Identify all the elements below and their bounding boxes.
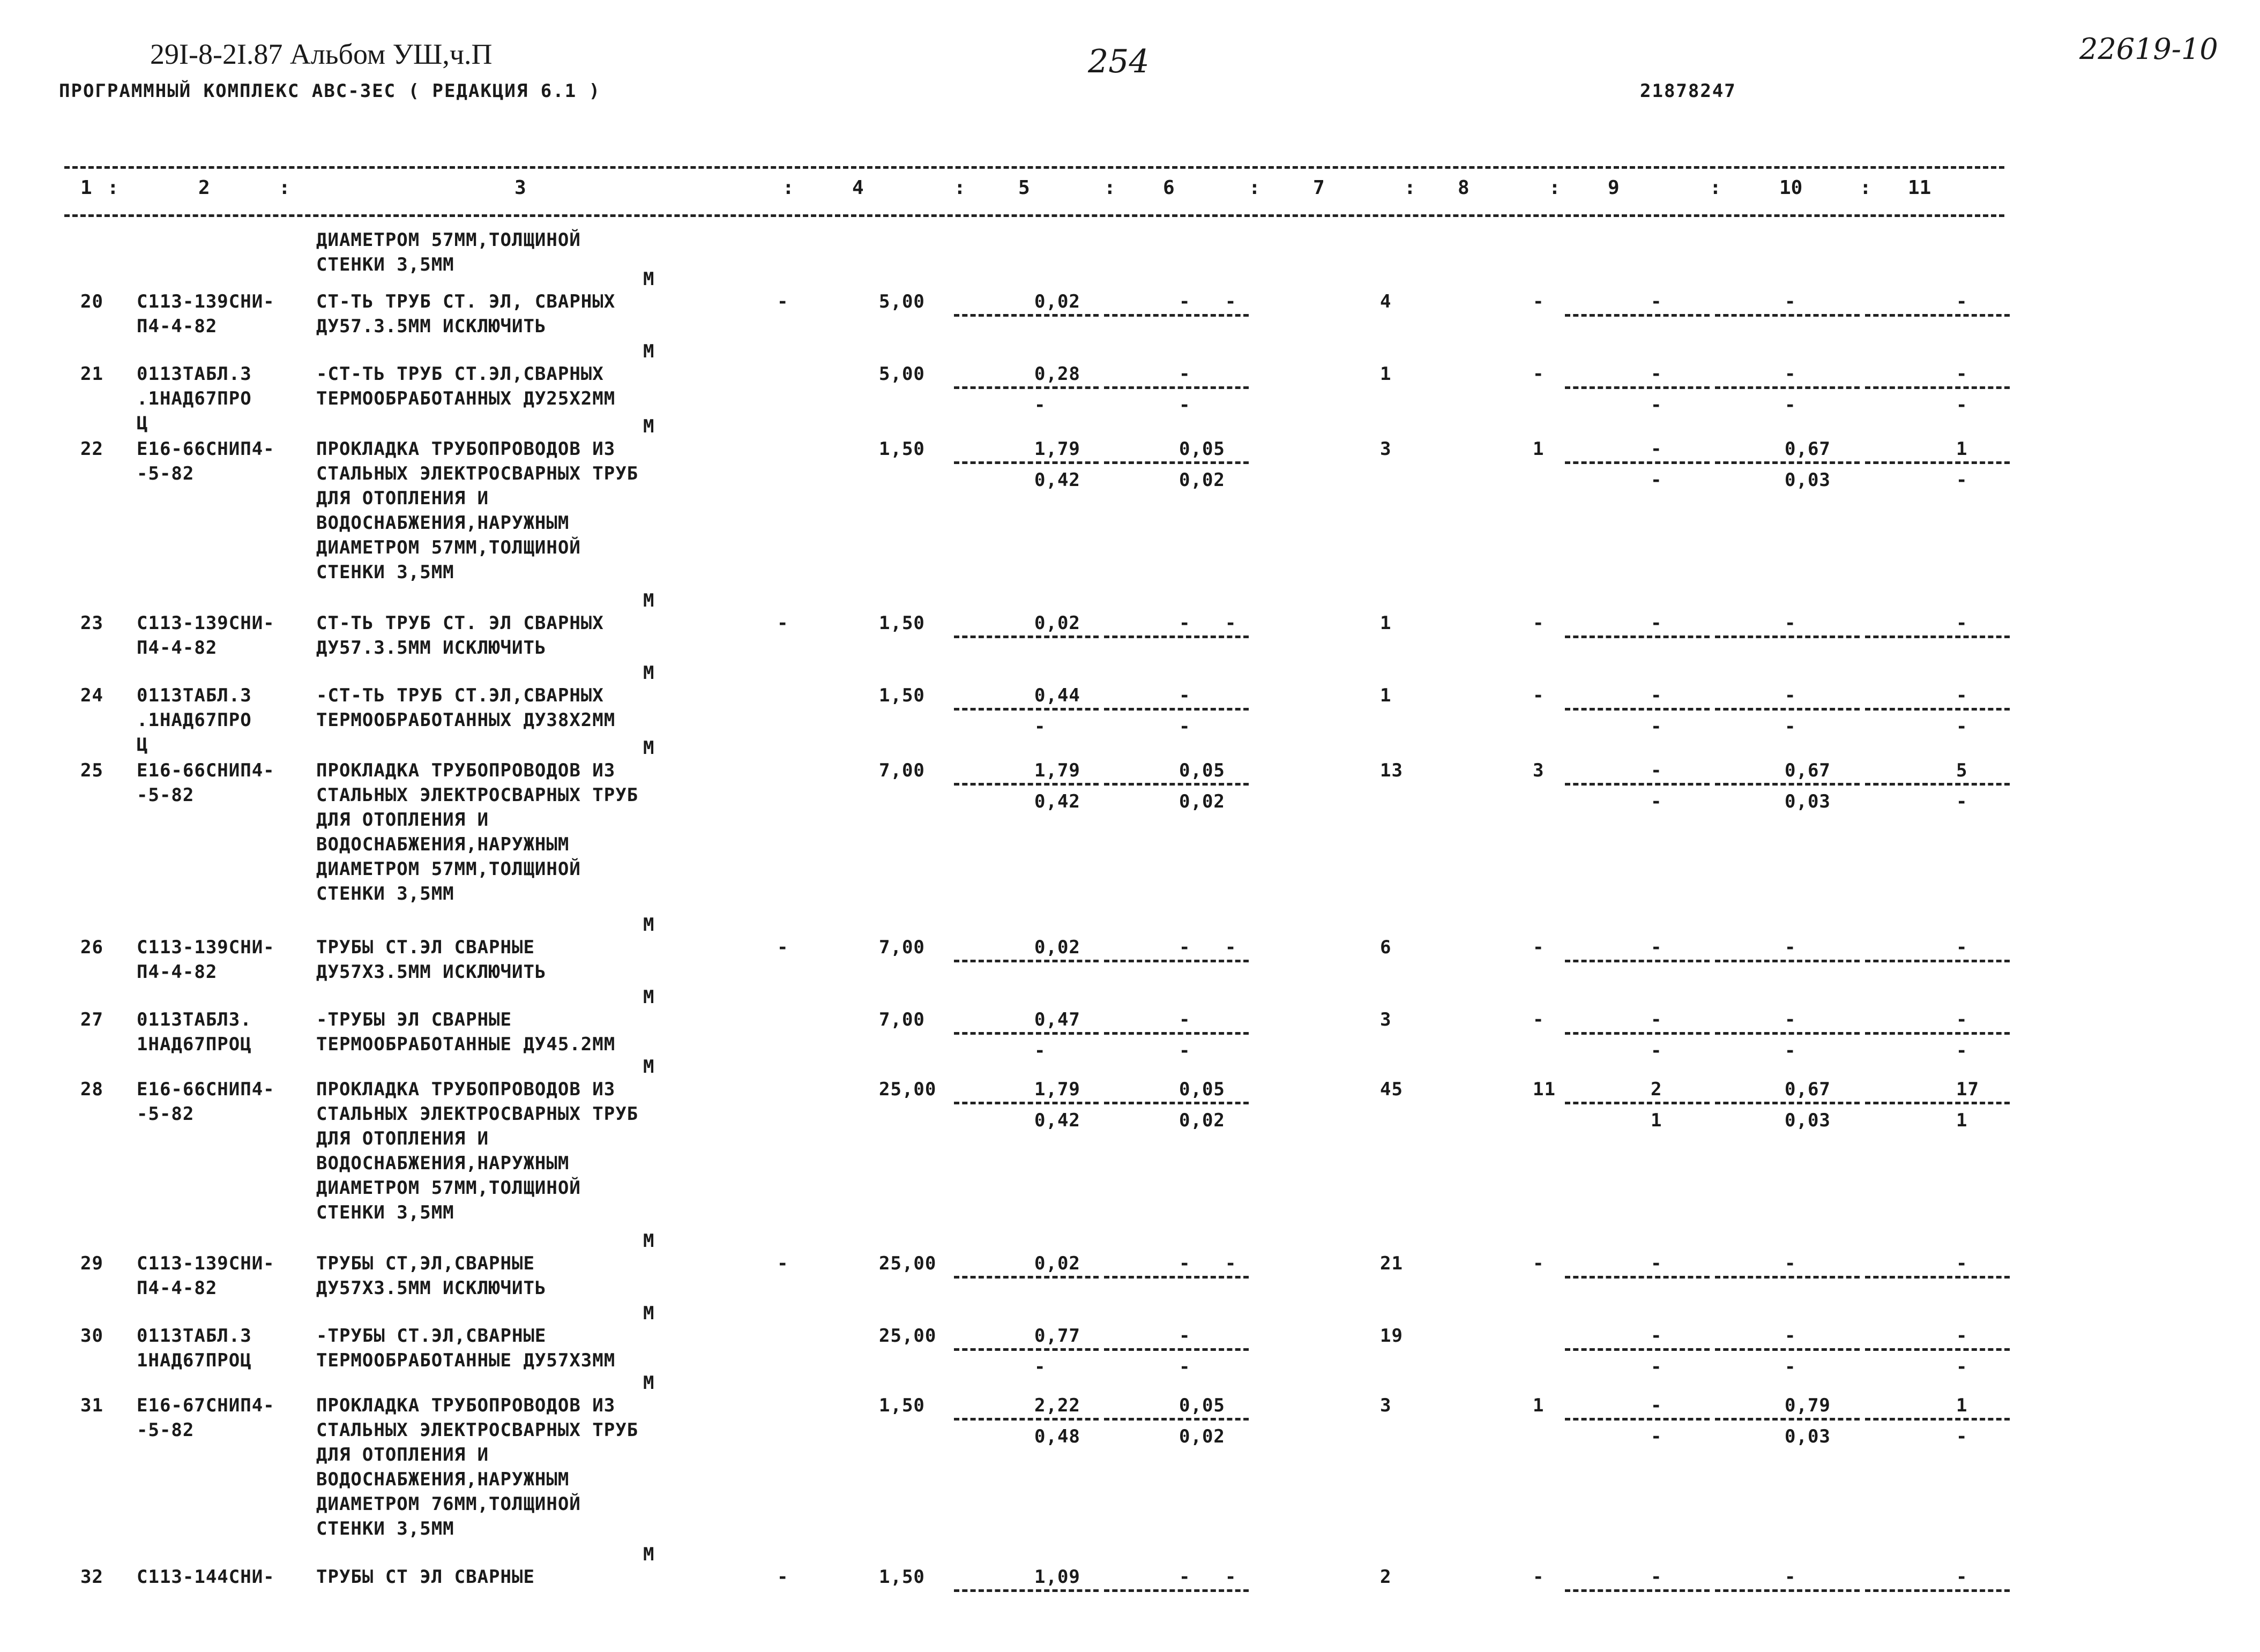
- cell-c5: 1,50: [879, 1566, 925, 1588]
- column-separator: :: [107, 177, 119, 199]
- cell-c10a: 2: [1651, 1079, 1662, 1100]
- cell-c12b: 1: [1956, 1110, 1968, 1131]
- dashed-divider: [1104, 1102, 1249, 1104]
- cell-c6a: 0,02: [1034, 291, 1080, 312]
- cell-m: М: [643, 1230, 655, 1252]
- cell-c11a: -: [1785, 612, 1796, 634]
- dashed-divider: [1565, 1276, 1710, 1279]
- cell-n: 23: [80, 612, 103, 634]
- cell-desc: ПРОКЛАДКА ТРУБОПРОВОДОВ ИЗ СТАЛЬНЫХ ЭЛЕКТРОСВАРНЫХ ТРУБ ДЛЯ ОТОПЛЕНИЯ И ВОДОСНАБЖЕНИЯ,НАРУЖНЫМ ДИАМЕТРОМ 57ММ,ТОЛЩИНОЙ СТЕНКИ 3,5ММ: [316, 760, 639, 905]
- cell-m: М: [643, 737, 655, 759]
- dashed-divider: [1565, 960, 1710, 962]
- column-header: 9: [1608, 177, 1620, 199]
- dashed-divider: [954, 708, 1099, 711]
- cell-code: Е16-67СНИП4- -5-82: [137, 1395, 275, 1441]
- cell-desc: СТ-ТЬ ТРУБ СТ. ЭЛ, СВАРНЫХ ДУ57.3.5ММ ИСКЛЮЧИТЬ: [316, 291, 616, 337]
- cell-c7b: -: [1179, 394, 1191, 416]
- cell-c12b: -: [1956, 791, 1968, 812]
- cell-c11a: -: [1785, 685, 1796, 706]
- cell-c5: 5,00: [879, 363, 925, 385]
- corner-code: 22619-10: [2079, 32, 2218, 66]
- cell-c12a: 1: [1956, 438, 1968, 460]
- dashed-divider: [1865, 708, 2010, 711]
- column-header: 1: [80, 177, 92, 199]
- cell-c11b: 0,03: [1785, 469, 1831, 491]
- column-header: 11: [1908, 177, 1931, 199]
- cell-c6a: 0,28: [1034, 363, 1080, 385]
- column-separator: :: [1710, 177, 1721, 199]
- dashed-divider: [1865, 314, 2010, 317]
- cell-c7b: -: [1179, 1040, 1191, 1062]
- cell-n: 25: [80, 760, 103, 781]
- cell-desc: -СТ-ТЬ ТРУБ СТ.ЭЛ,СВАРНЫХ ТЕРМООБРАБОТАННЫХ ДУ38Х2ММ: [316, 685, 616, 731]
- dashed-divider: [1865, 1589, 2010, 1592]
- dashed-divider: [1104, 1032, 1249, 1035]
- cell-c6a: 1,79: [1034, 760, 1080, 781]
- cell-c12a: -: [1956, 612, 1968, 634]
- document-number: 21878247: [1640, 80, 1736, 102]
- dashed-divider: [1565, 1032, 1710, 1035]
- cell-code: С113-139СНИ- П4-4-82: [137, 612, 275, 659]
- dashed-divider: [1565, 314, 1710, 317]
- cell-c7a: -: [1179, 685, 1191, 706]
- dashed-divider: [1715, 1348, 1860, 1351]
- dashed-divider: [1104, 386, 1249, 389]
- cell-c10a: -: [1651, 1253, 1662, 1274]
- cell-c7a: - -: [1179, 1566, 1237, 1588]
- dashed-divider: [1865, 1102, 2010, 1104]
- cell-code: Е16-66СНИП4- -5-82: [137, 438, 275, 484]
- cell-c11a: -: [1785, 1566, 1796, 1588]
- column-separator: :: [1404, 177, 1416, 199]
- column-header: 4: [852, 177, 864, 199]
- cell-n: 27: [80, 1009, 103, 1030]
- dashed-divider: [1865, 386, 2010, 389]
- cell-c10b: -: [1651, 791, 1662, 812]
- cell-c6b: -: [1034, 1040, 1046, 1062]
- cell-c8: 3: [1380, 1395, 1392, 1416]
- cell-c9: -: [1533, 291, 1545, 312]
- cell-c11b: 0,03: [1785, 791, 1831, 812]
- cell-code: С113-139СНИ- П4-4-82: [137, 291, 275, 337]
- cell-desc: ПРОКЛАДКА ТРУБОПРОВОДОВ ИЗ СТАЛЬНЫХ ЭЛЕКТРОСВАРНЫХ ТРУБ ДЛЯ ОТОПЛЕНИЯ И ВОДОСНАБЖЕНИЯ,НАРУЖНЫМ ДИАМЕТРОМ 76ММ,ТОЛЩИНОЙ СТЕНКИ 3,5ММ: [316, 1395, 639, 1539]
- dashed-divider: [1715, 1032, 1860, 1035]
- cell-code: 0113ТАБЛ.3 .1НАД67ПРО Ц: [137, 685, 252, 756]
- cell-c5: 25,00: [879, 1253, 937, 1274]
- column-header: 7: [1313, 177, 1325, 199]
- cell-n: 28: [80, 1079, 103, 1100]
- dashed-divider: [1565, 1418, 1710, 1421]
- cell-c9: -: [1533, 363, 1545, 385]
- cell-code: С113-144СНИ-: [137, 1566, 275, 1588]
- cell-c7b: -: [1179, 1356, 1191, 1378]
- cell-c10b: -: [1651, 716, 1662, 737]
- cell-c10b: -: [1651, 1040, 1662, 1062]
- cell-m: М: [643, 268, 655, 290]
- cell-c9: 1: [1533, 1395, 1545, 1416]
- cell-c6b: 0,42: [1034, 469, 1080, 491]
- cell-c12a: -: [1956, 685, 1968, 706]
- column-separator: :: [1549, 177, 1561, 199]
- cell-c6a: 1,09: [1034, 1566, 1080, 1588]
- cell-c8: 1: [1380, 363, 1392, 385]
- dashed-divider: [1715, 708, 1860, 711]
- cell-code: С113-139СНИ- П4-4-82: [137, 937, 275, 983]
- cell-c9: -: [1533, 1009, 1545, 1030]
- cell-desc: -ТРУБЫ ЭЛ СВАРНЫЕ ТЕРМООБРАБОТАННЫЕ ДУ45.2ММ: [316, 1009, 616, 1055]
- dashed-divider: [1715, 783, 1860, 786]
- dashed-divider: [1715, 1589, 1860, 1592]
- cell-c12b: -: [1956, 1426, 1968, 1447]
- cell-c7b: 0,02: [1179, 469, 1225, 491]
- dashed-divider: [1865, 461, 2010, 464]
- cell-m: М: [643, 1303, 655, 1324]
- cell-c12a: -: [1956, 1566, 1968, 1588]
- dashed-divider: [954, 783, 1099, 786]
- page-number: 254: [1088, 43, 1150, 80]
- dashed-divider: [954, 1032, 1099, 1035]
- dashed-divider: [1715, 1418, 1860, 1421]
- cell-c7b: -: [1179, 716, 1191, 737]
- column-separator: :: [954, 177, 966, 199]
- dashed-divider: [1104, 960, 1249, 962]
- cell-c7a: -: [1179, 1325, 1191, 1347]
- dashed-divider: [1715, 1102, 1860, 1104]
- cell-c10b: 1: [1651, 1110, 1662, 1131]
- cell-c7b: 0,02: [1179, 791, 1225, 812]
- cell-c8: 4: [1380, 291, 1392, 312]
- cell-c7a: -: [1179, 363, 1191, 385]
- cell-c8: 2: [1380, 1566, 1392, 1588]
- cell-desc: -ТРУБЫ СТ.ЭЛ,СВАРНЫЕ ТЕРМООБРАБОТАННЫЕ ДУ57Х3ММ: [316, 1325, 616, 1371]
- cell-c10a: -: [1651, 1009, 1662, 1030]
- cell-c7b: 0,02: [1179, 1110, 1225, 1131]
- cell-m: М: [643, 341, 655, 362]
- cell-c5: 1,50: [879, 438, 925, 460]
- dashed-divider: [1865, 960, 2010, 962]
- column-separator: :: [279, 177, 290, 199]
- dashed-divider: [1104, 1348, 1249, 1351]
- cell-c8: 21: [1380, 1253, 1403, 1274]
- column-header: 10: [1779, 177, 1803, 199]
- program-subtitle: ПРОГРАММНЫЙ КОМПЛЕКС АВС-ЗЕС ( РЕДАКЦИЯ 6.1 ): [59, 80, 601, 102]
- cell-code: Е16-66СНИП4- -5-82: [137, 1079, 275, 1125]
- cell-c7a: - -: [1179, 1253, 1237, 1274]
- cell-c10a: -: [1651, 685, 1662, 706]
- cell-n: 24: [80, 685, 103, 706]
- dashed-divider: [1104, 636, 1249, 638]
- column-header: 8: [1458, 177, 1470, 199]
- cell-c11a: 0,67: [1785, 760, 1831, 781]
- cell-c6a: 0,44: [1034, 685, 1080, 706]
- dashed-divider: [1565, 386, 1710, 389]
- cell-c8: 19: [1380, 1325, 1403, 1347]
- cell-c10b: -: [1651, 394, 1662, 416]
- cell-m: М: [643, 1372, 655, 1394]
- dashed-divider: [1715, 386, 1860, 389]
- dashed-divider: [954, 314, 1099, 317]
- cell-c12a: -: [1956, 363, 1968, 385]
- cell-c10a: -: [1651, 363, 1662, 385]
- column-header: 5: [1018, 177, 1030, 199]
- cell-m: М: [643, 662, 655, 684]
- cell-c9: -: [1533, 685, 1545, 706]
- cell-c12a: 1: [1956, 1395, 1968, 1416]
- dashed-divider: [1104, 783, 1249, 786]
- cell-c12a: 17: [1956, 1079, 1979, 1100]
- cell-c11b: -: [1785, 1356, 1796, 1378]
- dashed-divider: [954, 960, 1099, 962]
- column-header: 2: [198, 177, 210, 199]
- cell-c4: -: [777, 1566, 789, 1588]
- cell-c11b: -: [1785, 394, 1796, 416]
- cell-c7a: 0,05: [1179, 438, 1225, 460]
- cell-c6b: -: [1034, 1356, 1046, 1378]
- dashed-divider: [954, 1348, 1099, 1351]
- continuation-text: ДИАМЕТРОМ 57ММ,ТОЛЩИНОЙ СТЕНКИ 3,5ММ: [316, 229, 581, 275]
- cell-c6b: 0,42: [1034, 1110, 1080, 1131]
- cell-c8: 1: [1380, 685, 1392, 706]
- dashed-divider: [954, 1418, 1099, 1421]
- dashed-divider: [1865, 1276, 2010, 1279]
- cell-n: 22: [80, 438, 103, 460]
- dashed-divider: [1104, 1276, 1249, 1279]
- cell-c10b: -: [1651, 1426, 1662, 1447]
- cell-c6a: 0,77: [1034, 1325, 1080, 1347]
- column-separator: :: [1104, 177, 1116, 199]
- cell-desc: -СТ-ТЬ ТРУБ СТ.ЭЛ,СВАРНЫХ ТЕРМООБРАБОТАННЫХ ДУ25Х2ММ: [316, 363, 616, 409]
- cell-c9: -: [1533, 612, 1545, 634]
- cell-c6b: 0,48: [1034, 1426, 1080, 1447]
- dashed-divider: [1565, 461, 1710, 464]
- cell-c10a: -: [1651, 612, 1662, 634]
- cell-c5: 25,00: [879, 1079, 937, 1100]
- cell-c8: 13: [1380, 760, 1403, 781]
- cell-code: 0113ТАБЛ.3 1НАД67ПРОЦ: [137, 1325, 252, 1371]
- cell-c6a: 0,02: [1034, 937, 1080, 958]
- cell-c7a: 0,05: [1179, 1079, 1225, 1100]
- cell-c10a: -: [1651, 1395, 1662, 1416]
- cell-c7a: 0,05: [1179, 760, 1225, 781]
- dashed-divider: [1865, 783, 2010, 786]
- cell-c11a: -: [1785, 1325, 1796, 1347]
- dashed-divider: [1865, 1348, 2010, 1351]
- cell-c11a: 0,79: [1785, 1395, 1831, 1416]
- cell-c11b: -: [1785, 716, 1796, 737]
- cell-c7a: - -: [1179, 937, 1237, 958]
- cell-c12a: -: [1956, 1009, 1968, 1030]
- cell-c6a: 1,79: [1034, 1079, 1080, 1100]
- cell-c7a: -: [1179, 1009, 1191, 1030]
- cell-c11a: -: [1785, 1009, 1796, 1030]
- cell-n: 26: [80, 937, 103, 958]
- cell-c11b: 0,03: [1785, 1426, 1831, 1447]
- cell-c5: 1,50: [879, 685, 925, 706]
- column-header: 6: [1163, 177, 1175, 199]
- cell-n: 31: [80, 1395, 103, 1416]
- cell-c9: 1: [1533, 438, 1545, 460]
- cell-c7a: 0,05: [1179, 1395, 1225, 1416]
- cell-c4: -: [777, 1253, 789, 1274]
- cell-code: 0113ТАБЛ.3 .1НАД67ПРО Ц: [137, 363, 252, 434]
- cell-c7b: 0,02: [1179, 1426, 1225, 1447]
- cell-c12b: -: [1956, 1040, 1968, 1062]
- cell-c10a: -: [1651, 291, 1662, 312]
- cell-c8: 45: [1380, 1079, 1403, 1100]
- cell-c8: 3: [1380, 438, 1392, 460]
- cell-desc: ПРОКЛАДКА ТРУБОПРОВОДОВ ИЗ СТАЛЬНЫХ ЭЛЕКТРОСВАРНЫХ ТРУБ ДЛЯ ОТОПЛЕНИЯ И ВОДОСНАБЖЕНИЯ,НАРУЖНЫМ ДИАМЕТРОМ 57ММ,ТОЛЩИНОЙ СТЕНКИ 3,5ММ: [316, 438, 639, 583]
- cell-c12a: -: [1956, 1325, 1968, 1347]
- cell-c10b: -: [1651, 1356, 1662, 1378]
- dashed-divider: [1715, 960, 1860, 962]
- cell-c9: -: [1533, 1253, 1545, 1274]
- cell-c4: -: [777, 937, 789, 958]
- cell-c5: 25,00: [879, 1325, 937, 1347]
- dashed-divider: [1565, 636, 1710, 638]
- cell-c12b: -: [1956, 469, 1968, 491]
- cell-c5: 1,50: [879, 1395, 925, 1416]
- cell-c5: 7,00: [879, 760, 925, 781]
- cell-c12b: -: [1956, 394, 1968, 416]
- cell-c6a: 0,02: [1034, 1253, 1080, 1274]
- cell-c8: 1: [1380, 612, 1392, 634]
- dashed-divider: [1565, 783, 1710, 786]
- dashed-divider: [1565, 1102, 1710, 1104]
- cell-c6b: -: [1034, 394, 1046, 416]
- cell-n: 21: [80, 363, 103, 385]
- dashed-divider: [1715, 314, 1860, 317]
- dashed-divider: [1865, 1032, 2010, 1035]
- cell-c9: 3: [1533, 760, 1545, 781]
- dashed-divider: [1104, 1418, 1249, 1421]
- dashed-divider: [1104, 1589, 1249, 1592]
- cell-c10b: -: [1651, 469, 1662, 491]
- cell-c12a: 5: [1956, 760, 1968, 781]
- cell-c5: 7,00: [879, 1009, 925, 1030]
- cell-n: 32: [80, 1566, 103, 1588]
- album-title: 29I-8-2I.87 Альбом УШ,ч.П: [150, 38, 493, 70]
- cell-c10a: -: [1651, 937, 1662, 958]
- cell-c6a: 2,22: [1034, 1395, 1080, 1416]
- cell-c10a: -: [1651, 438, 1662, 460]
- cell-c11a: 0,67: [1785, 1079, 1831, 1100]
- dashed-divider: [1865, 636, 2010, 638]
- cell-c11a: -: [1785, 363, 1796, 385]
- column-separator: :: [1860, 177, 1871, 199]
- cell-c4: -: [777, 291, 789, 312]
- cell-c8: 6: [1380, 937, 1392, 958]
- cell-c7a: - -: [1179, 291, 1237, 312]
- dashed-divider: [1715, 636, 1860, 638]
- cell-c9: -: [1533, 937, 1545, 958]
- dashed-divider: [1104, 461, 1249, 464]
- dashed-divider: [954, 386, 1099, 389]
- cell-c9: 11: [1533, 1079, 1556, 1100]
- cell-c5: 5,00: [879, 291, 925, 312]
- cell-m: М: [643, 1544, 655, 1565]
- dashed-divider: [954, 461, 1099, 464]
- cell-n: 20: [80, 291, 103, 312]
- dashed-divider: [1565, 708, 1710, 711]
- cell-c6a: 0,47: [1034, 1009, 1080, 1030]
- cell-n: 30: [80, 1325, 103, 1347]
- dashed-divider: [1715, 1276, 1860, 1279]
- cell-c6a: 1,79: [1034, 438, 1080, 460]
- cell-c5: 1,50: [879, 612, 925, 634]
- cell-code: 0113ТАБЛ3. 1НАД67ПРОЦ: [137, 1009, 252, 1055]
- dashed-divider: [1104, 708, 1249, 711]
- cell-m: М: [643, 1056, 655, 1078]
- cell-m: М: [643, 590, 655, 611]
- cell-c11a: -: [1785, 1253, 1796, 1274]
- cell-c12a: -: [1956, 1253, 1968, 1274]
- cell-n: 29: [80, 1253, 103, 1274]
- column-separator: :: [1249, 177, 1260, 199]
- cell-desc: ПРОКЛАДКА ТРУБОПРОВОДОВ ИЗ СТАЛЬНЫХ ЭЛЕКТРОСВАРНЫХ ТРУБ ДЛЯ ОТОПЛЕНИЯ И ВОДОСНАБЖЕНИЯ,НАРУЖНЫМ ДИАМЕТРОМ 57ММ,ТОЛЩИНОЙ СТЕНКИ 3,5ММ: [316, 1079, 639, 1223]
- cell-c12a: -: [1956, 291, 1968, 312]
- cell-c11a: -: [1785, 937, 1796, 958]
- cell-desc: ТРУБЫ СТ.ЭЛ СВАРНЫЕ ДУ57Х3.5ММ ИСКЛЮЧИТЬ: [316, 937, 547, 983]
- dashed-divider: [954, 1276, 1099, 1279]
- dashed-divider: [1865, 1418, 2010, 1421]
- cell-c12a: -: [1956, 937, 1968, 958]
- dashed-divider: [954, 1102, 1099, 1104]
- cell-c10a: -: [1651, 1325, 1662, 1347]
- cell-c8: 3: [1380, 1009, 1392, 1030]
- cell-m: М: [643, 986, 655, 1008]
- cell-desc: СТ-ТЬ ТРУБ СТ. ЭЛ СВАРНЫХ ДУ57.3.5ММ ИСКЛЮЧИТЬ: [316, 612, 604, 659]
- cell-c11b: -: [1785, 1040, 1796, 1062]
- cell-c10a: -: [1651, 760, 1662, 781]
- cell-code: С113-139СНИ- П4-4-82: [137, 1253, 275, 1299]
- cell-c12b: -: [1956, 1356, 1968, 1378]
- dashed-divider: [1565, 1589, 1710, 1592]
- cell-c11a: -: [1785, 291, 1796, 312]
- column-separator: :: [782, 177, 794, 199]
- cell-desc: ТРУБЫ СТ,ЭЛ,СВАРНЫЕ ДУ57Х3.5ММ ИСКЛЮЧИТЬ: [316, 1253, 547, 1299]
- cell-c12b: -: [1956, 716, 1968, 737]
- cell-code: Е16-66СНИП4- -5-82: [137, 760, 275, 806]
- dashed-divider: [1715, 461, 1860, 464]
- dashed-divider: [954, 636, 1099, 638]
- cell-m: М: [643, 914, 655, 936]
- cell-c6a: 0,02: [1034, 612, 1080, 634]
- cell-m: М: [643, 416, 655, 437]
- dashed-divider: [1104, 314, 1249, 317]
- dashed-divider: [954, 1589, 1099, 1592]
- cell-c7a: - -: [1179, 612, 1237, 634]
- cell-c9: -: [1533, 1566, 1545, 1588]
- cell-c11a: 0,67: [1785, 438, 1831, 460]
- table-header-rule: [64, 214, 2004, 217]
- column-header: 3: [514, 177, 526, 199]
- cell-c6b: 0,42: [1034, 791, 1080, 812]
- dashed-divider: [1565, 1348, 1710, 1351]
- cell-desc: ТРУБЫ СТ ЭЛ СВАРНЫЕ: [316, 1566, 535, 1588]
- cell-c6b: -: [1034, 716, 1046, 737]
- cell-c4: -: [777, 612, 789, 634]
- cell-c5: 7,00: [879, 937, 925, 958]
- cell-c11b: 0,03: [1785, 1110, 1831, 1131]
- cell-c10a: -: [1651, 1566, 1662, 1588]
- table-top-rule: [64, 166, 2004, 169]
